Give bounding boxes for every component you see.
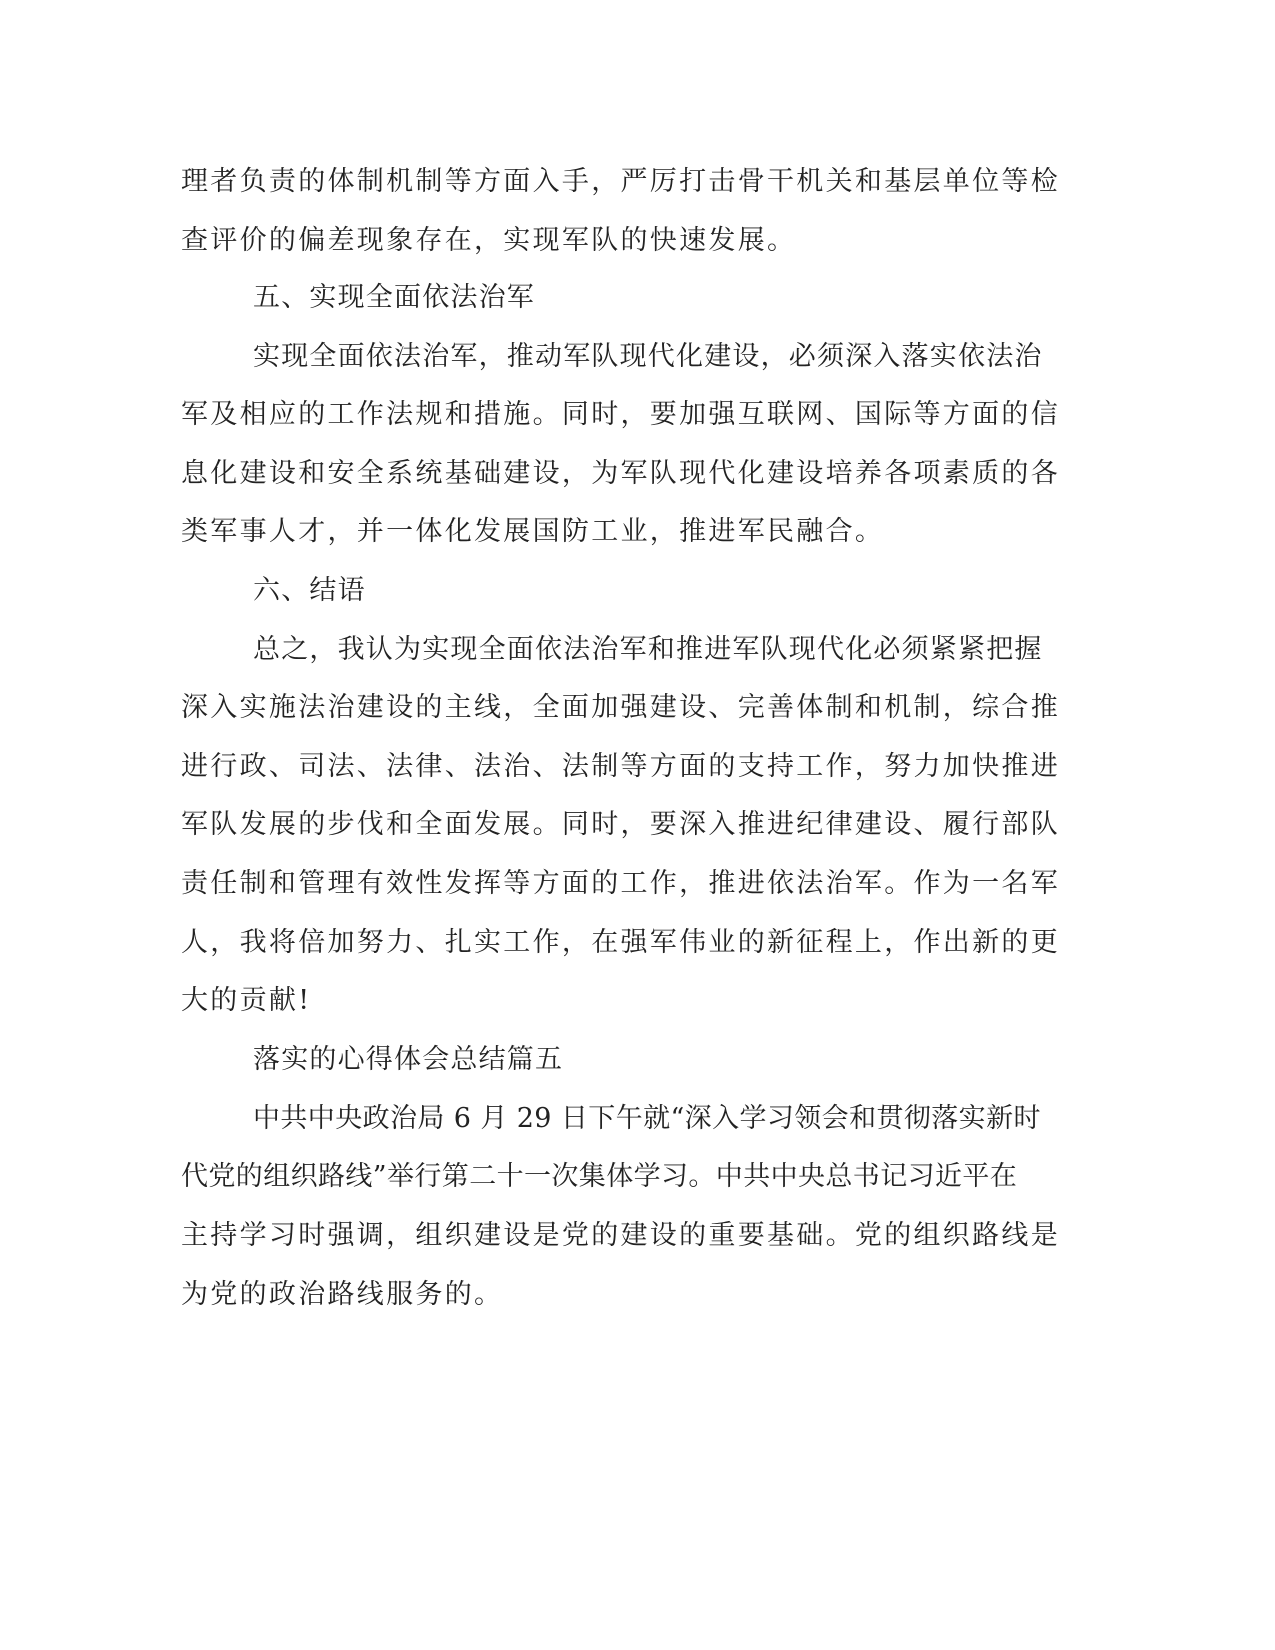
text-line: 深入实施法治建设的主线，全面加强建设、完善体制和机制，综合推	[181, 692, 1060, 723]
text-line: 代党的组织路线”举行第二十一次集体学习。中共中央总书记习近平在	[181, 1161, 1018, 1192]
text-line: 息化建设和安全系统基础建设，为军队现代化建设培养各项素质的各	[181, 458, 1060, 489]
text-line: 进行政、司法、法律、法治、法制等方面的支持工作，努力加快推进	[181, 751, 1060, 782]
text-line: 理者负责的体制机制等方面入手，严厉打击骨干机关和基层单位等检	[181, 166, 1060, 197]
text-line: 为党的政治路线服务的。	[181, 1279, 504, 1310]
text-line: 实现全面依法治军，推动军队现代化建设，必须深入落实依法治	[253, 341, 1043, 372]
text-line: 主持学习时强调，组织建设是党的建设的重要基础。党的组织路线是	[181, 1220, 1060, 1251]
text-line: 军队发展的步伐和全面发展。同时，要深入推进纪律建设、履行部队	[181, 809, 1060, 840]
text-line: 中共中央政治局 6 月 29 日下午就“深入学习领会和贯彻落实新时	[253, 1103, 1041, 1134]
section-heading: 五、实现全面依法治军	[253, 282, 535, 313]
text-line: 人，我将倍加努力、扎实工作，在强军伟业的新征程上，作出新的更	[181, 927, 1060, 958]
article-title: 落实的心得体会总结篇五	[253, 1044, 564, 1075]
text-line: 类军事人才，并一体化发展国防工业，推进军民融合。	[181, 516, 885, 547]
text-line: 大的贡献!	[181, 985, 312, 1016]
section-heading: 六、结语	[253, 575, 366, 606]
text-line: 责任制和管理有效性发挥等方面的工作，推进依法治军。作为一名军	[181, 868, 1060, 899]
text-line: 军及相应的工作法规和措施。同时，要加强互联网、国际等方面的信	[181, 399, 1060, 430]
text-line: 查评价的偏差现象存在，实现军队的快速发展。	[181, 225, 797, 256]
text-line: 总之，我认为实现全面依法治军和推进军队现代化必须紧紧把握	[253, 634, 1043, 665]
